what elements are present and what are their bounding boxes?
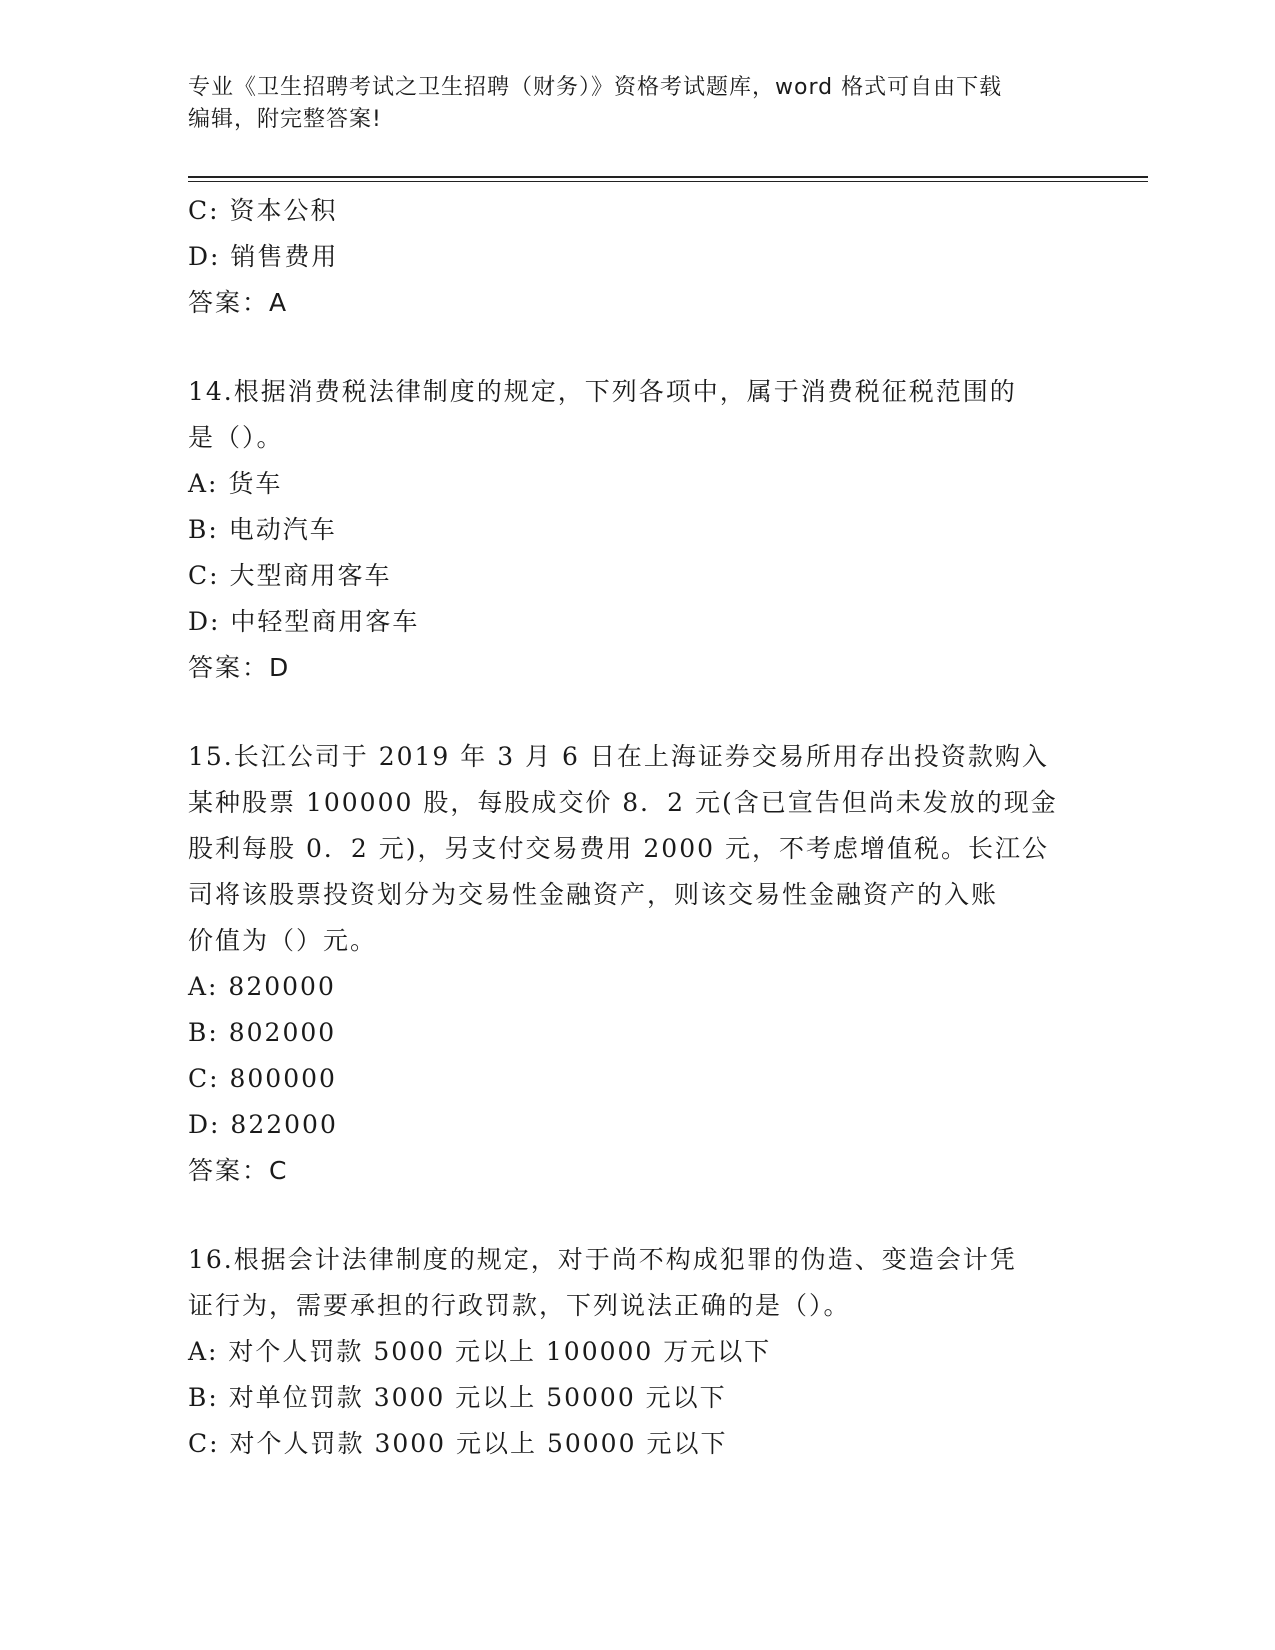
question-stem: 16.根据会计法律制度的规定，对于尚不构成犯罪的伪造、变造会计凭 bbox=[188, 1245, 1017, 1274]
question-16 bbox=[188, 1237, 1088, 1467]
option-d: D: 822000 bbox=[188, 1110, 338, 1139]
header-line-1: 专业《卫生招聘考试之卫生招聘（财务）》资格考试题库，word 格式可自由下载 bbox=[188, 75, 1003, 100]
question-stem: 是（）。 bbox=[188, 423, 284, 452]
option-d: D: 中轻型商用客车 bbox=[188, 607, 420, 636]
spacer bbox=[188, 326, 1088, 369]
header-line-2: 编辑，附完整答案! bbox=[188, 107, 382, 132]
question-stem: 某种股票 100000 股，每股成交价 8．2 元(含已宣告但尚未发放的现金 bbox=[188, 788, 1058, 817]
option-c: C: 800000 bbox=[188, 1064, 337, 1093]
spacer bbox=[188, 691, 1088, 734]
answer-line: 答案：A bbox=[188, 288, 289, 317]
question-15 bbox=[188, 734, 1088, 1194]
answer-line: 答案：C bbox=[188, 1156, 289, 1185]
header-divider-thick bbox=[188, 176, 1148, 178]
page-header bbox=[188, 72, 1088, 136]
option-b: B: 对单位罚款 3000 元以上 50000 元以下 bbox=[188, 1383, 727, 1412]
option-a: A: 820000 bbox=[188, 972, 336, 1001]
question-list bbox=[188, 188, 1088, 1467]
option-b: B: 电动汽车 bbox=[188, 515, 337, 544]
question-stem: 价值为（）元。 bbox=[188, 926, 378, 955]
answer-line: 答案：D bbox=[188, 653, 291, 682]
header-divider-thin bbox=[188, 181, 1148, 182]
question-stem: 15.长江公司于 2019 年 3 月 6 日在上海证券交易所用存出投资款购入 bbox=[188, 742, 1049, 771]
option-c: C: 对个人罚款 3000 元以上 50000 元以下 bbox=[188, 1429, 728, 1458]
question-stem: 14.根据消费税法律制度的规定，下列各项中，属于消费税征税范围的 bbox=[188, 377, 1017, 406]
option-d: D: 销售费用 bbox=[188, 242, 339, 271]
option-a: A: 对个人罚款 5000 元以上 100000 万元以下 bbox=[188, 1337, 772, 1366]
spacer bbox=[188, 1194, 1088, 1237]
question-stem: 证行为，需要承担的行政罚款，下列说法正确的是（）。 bbox=[188, 1291, 851, 1320]
question-14 bbox=[188, 369, 1088, 691]
option-a: A: 货车 bbox=[188, 469, 283, 498]
option-c: C: 资本公积 bbox=[188, 196, 338, 225]
question-stem: 司将该股票投资划分为交易性金融资产，则该交易性金融资产的入账 bbox=[188, 880, 999, 909]
question-13 bbox=[188, 188, 1088, 326]
question-stem: 股利每股 0．2 元)，另支付交易费用 2000 元，不考虑增值税。长江公 bbox=[188, 834, 1049, 863]
option-b: B: 802000 bbox=[188, 1018, 337, 1047]
option-c: C: 大型商用客车 bbox=[188, 561, 392, 590]
